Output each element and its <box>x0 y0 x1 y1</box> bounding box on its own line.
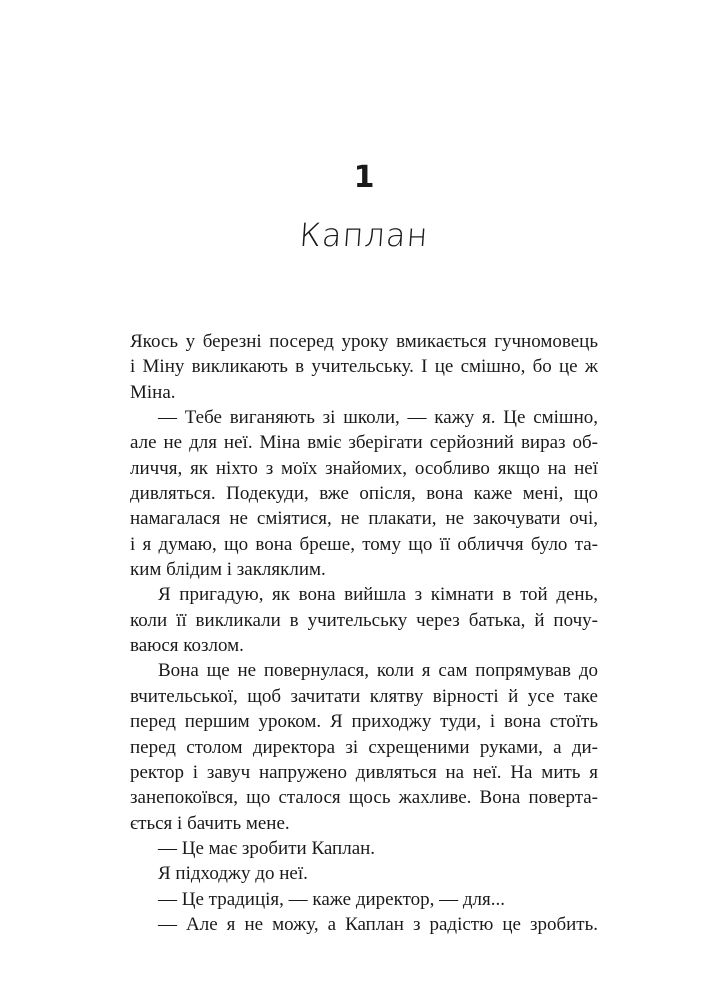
text-line: перед столом директора зі схрещеними руками, а ди- <box>130 736 598 758</box>
text-line: перед першим уроком. Я приходжу туди, і вона стоїть <box>130 711 598 733</box>
text-line: намагалася не сміятися, не плакати, не закочувати очі, <box>130 508 598 530</box>
text-line: коли її викликали в учительську через батька, й почу- <box>130 609 598 631</box>
text-line: Я пригадую, як вона вийшла з кімнати в той день, <box>158 584 598 606</box>
text-line: Міна. <box>130 381 176 403</box>
text-line: але не для неї. Міна вміє зберігати серйозний вираз об- <box>130 432 598 454</box>
text-line: — Це має зробити Каплан. <box>158 837 376 859</box>
text-line: Я підходжу до неї. <box>158 863 308 885</box>
text-line: Вона ще не повернулася, коли я сам попрямував до <box>158 660 598 682</box>
chapter-number: 1 <box>353 160 375 195</box>
text-line: ким блідим і закляклим. <box>130 559 326 581</box>
body-text <box>130 329 598 937</box>
text-line: і Міну викликають в учительську. І це смішно, бо це ж <box>130 356 598 378</box>
text-line: дивляться. Подекуди, вже опісля, вона каже мені, що <box>130 483 598 505</box>
text-line: і я думаю, що вона бреше, тому що її обличчя було та- <box>130 533 598 555</box>
text-line: ректор і завуч напружено дивляться на неї. На мить я <box>130 761 598 783</box>
text-line: занепокоївся, що сталося щось жахливе. Вона поверта- <box>130 787 598 809</box>
text-line: — Але я не можу, а Каплан з радістю це зробить. <box>158 913 598 935</box>
text-line: ється і бачить мене. <box>130 812 290 834</box>
text-line: личчя, як ніхто з моїх знайомих, особливо якщо на неї <box>130 457 598 479</box>
text-line: — Це традиція, — каже директор, — для... <box>158 888 506 910</box>
text-line: Якось у березні посеред уроку вмикається гучномовець <box>130 331 598 352</box>
text-line: — Тебе виганяють зі школи, — кажу я. Це смішно, <box>158 407 598 429</box>
text-line: вчительської, щоб зачитати клятву вірності й усе таке <box>130 685 598 707</box>
text-line: ваюся козлом. <box>130 635 244 657</box>
chapter-title: Каплан <box>298 216 430 254</box>
